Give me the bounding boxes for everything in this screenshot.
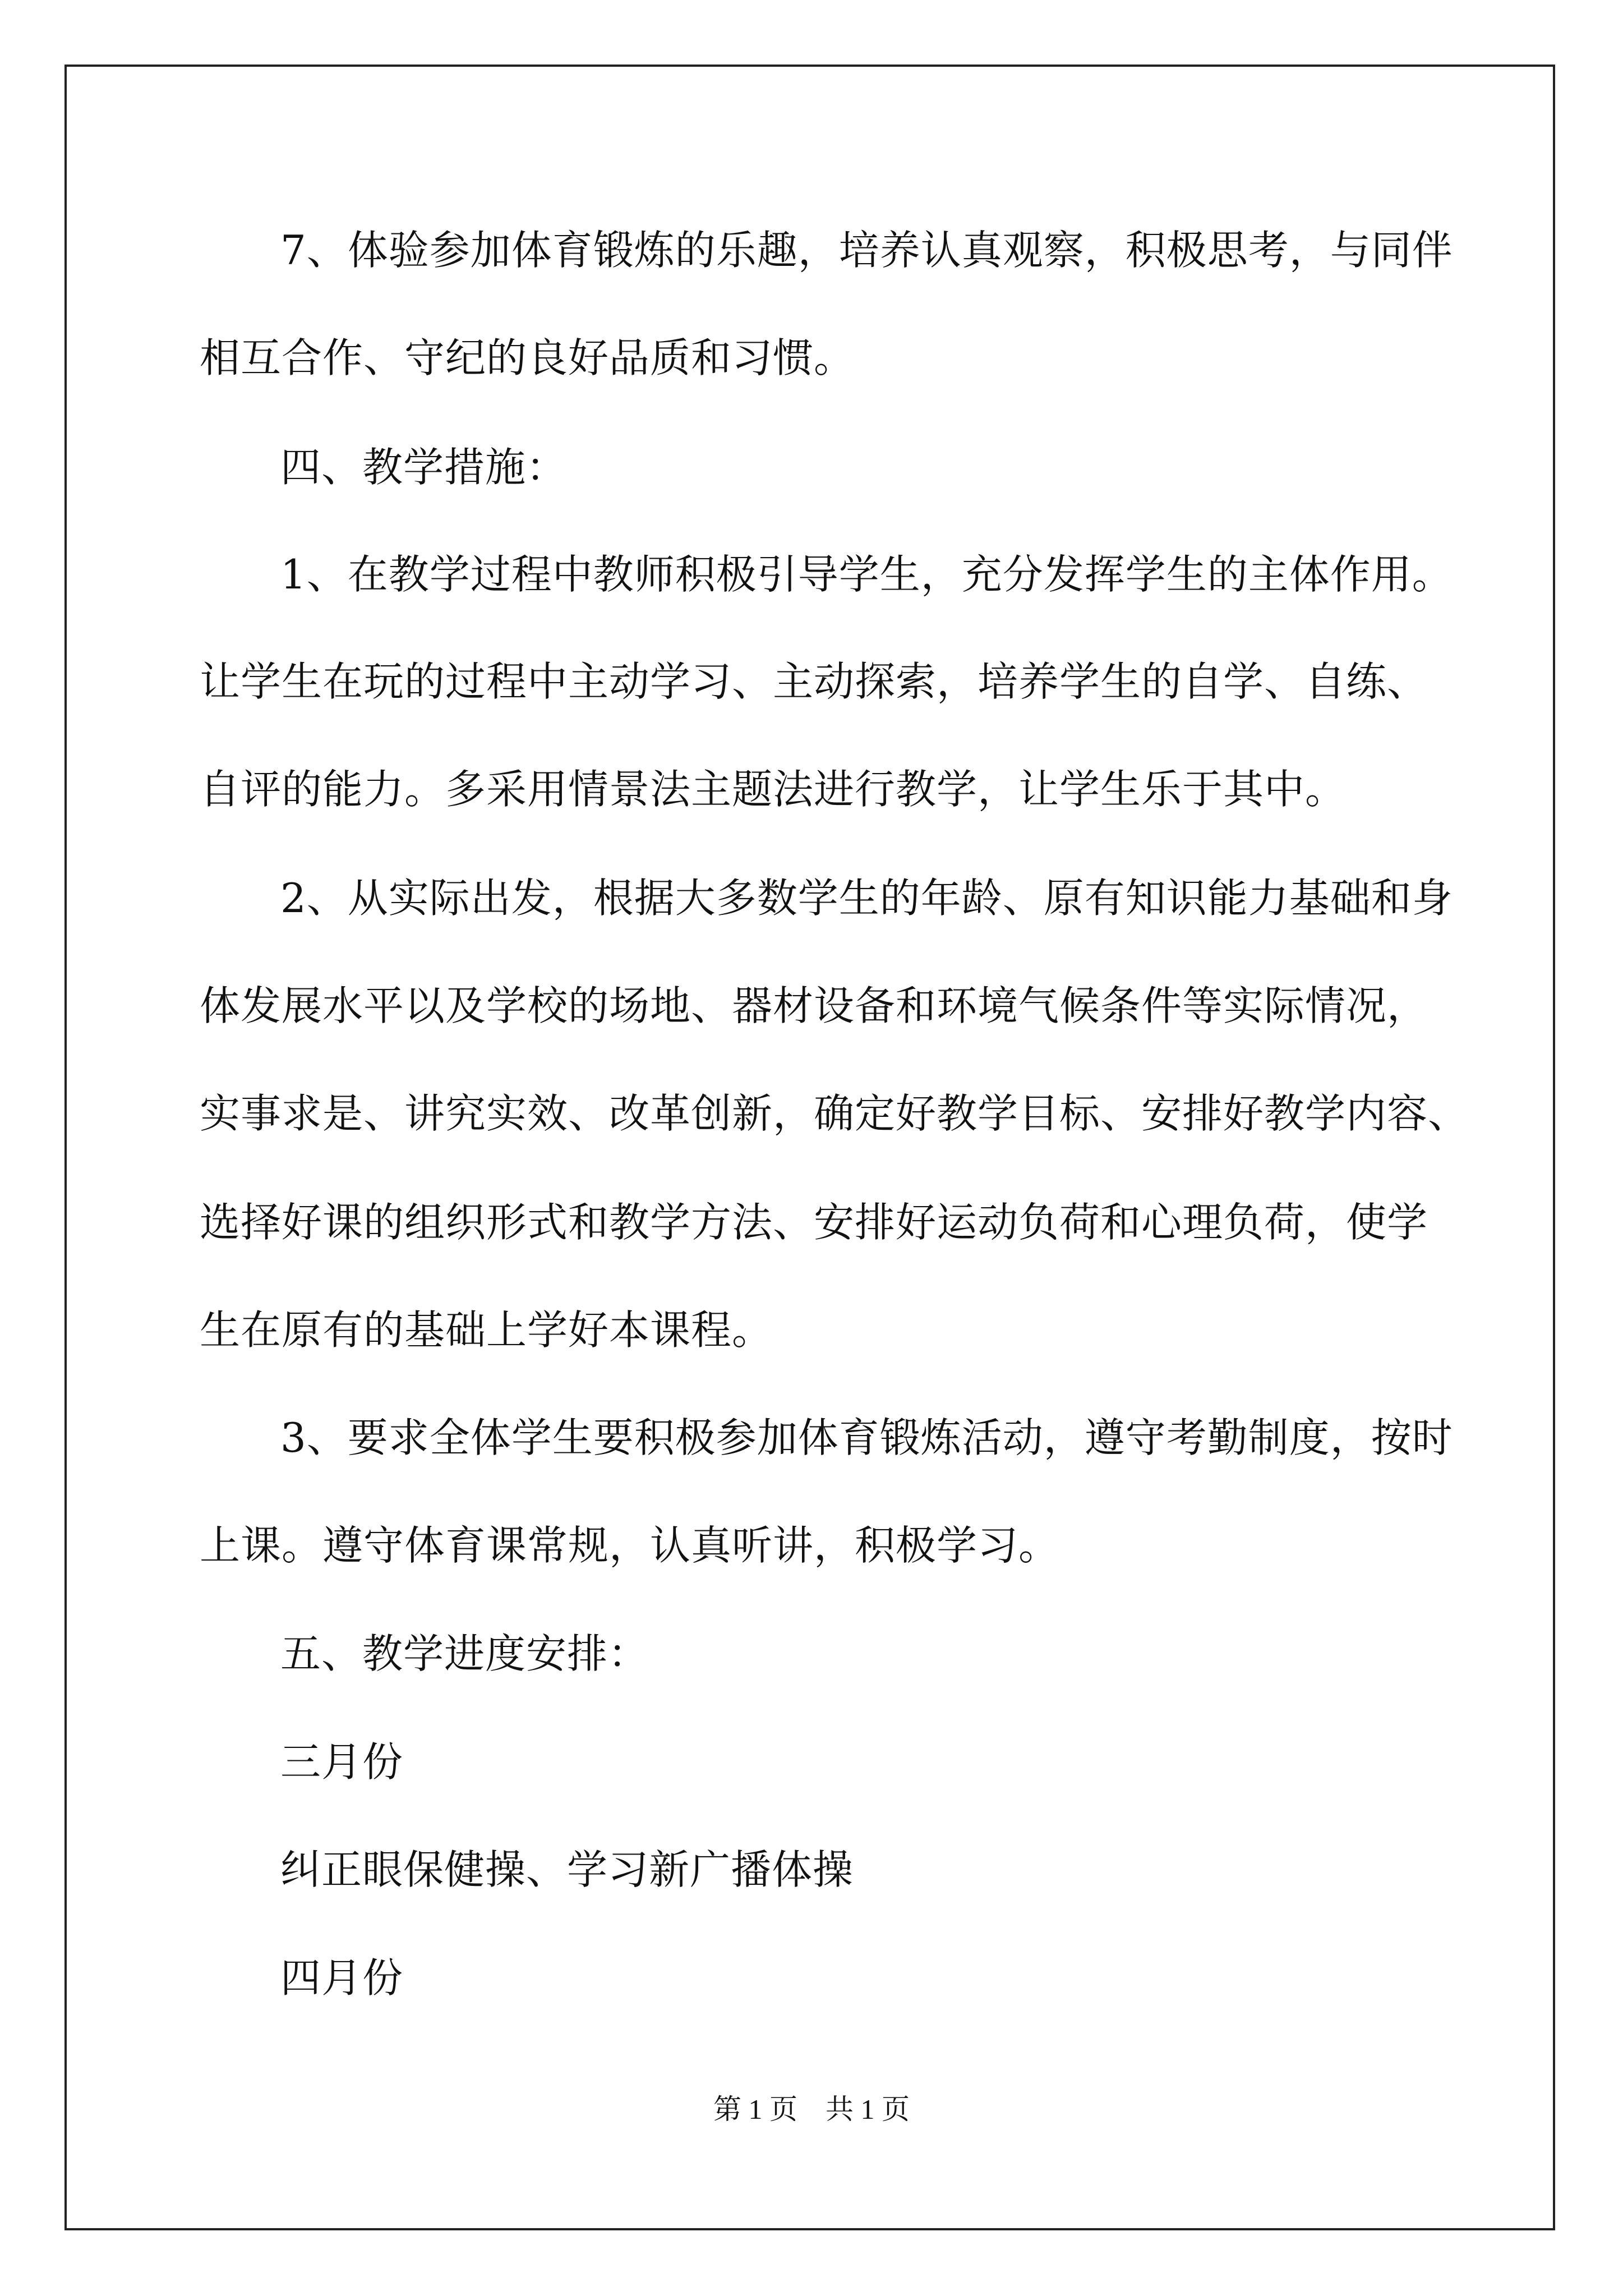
- paragraph-line: 上课。遵守体育课常规，认真听讲，积极学习。: [200, 1522, 1060, 1569]
- paragraph-line: 生在原有的基础上学好本课程。: [200, 1306, 773, 1354]
- page-footer: 第 1 页 共 1 页: [713, 2093, 910, 2125]
- paragraph-line: 让学生在玩的过程中主动学习、主动探索，培养学生的自学、自练、: [200, 658, 1428, 705]
- paragraph-line: 自评的能力。多采用情景法主题法进行教学，让学生乐于其中。: [200, 766, 1347, 813]
- month-label: 四月份: [280, 1954, 404, 2001]
- paragraph-line: 3、要求全体学生要积极参加体育锻炼活动，遵守考勤制度，按时: [280, 1414, 1453, 1461]
- section-heading: 四、教学措施：: [280, 444, 568, 491]
- page-border: [64, 65, 1555, 2230]
- paragraph-line: 相互合作、守纪的良好品质和习惯。: [200, 334, 855, 381]
- paragraph-line: 选择好课的组织形式和教学方法、安排好运动负荷和心理负荷，使学: [200, 1199, 1428, 1246]
- paragraph-line: 1、在教学过程中教师积极引导学生，充分发挥学生的主体作用。: [280, 551, 1453, 598]
- section-heading: 五、教学进度安排：: [280, 1630, 649, 1677]
- paragraph-line: 纠正眼保健操、学习新广播体操: [280, 1846, 854, 1893]
- paragraph-line: 2、从实际出发，根据大多数学生的年龄、原有知识能力基础和身: [280, 875, 1453, 922]
- month-label: 三月份: [280, 1738, 404, 1786]
- paragraph-line: 实事求是、讲究实效、改革创新，确定好教学目标、安排好教学内容、: [200, 1090, 1469, 1137]
- paragraph-line: 体发展水平以及学校的场地、器材设备和环境气候条件等实际情况，: [200, 982, 1428, 1029]
- paragraph-line: 7、体验参加体育锻炼的乐趣，培养认真观察，积极思考，与同伴: [280, 227, 1453, 274]
